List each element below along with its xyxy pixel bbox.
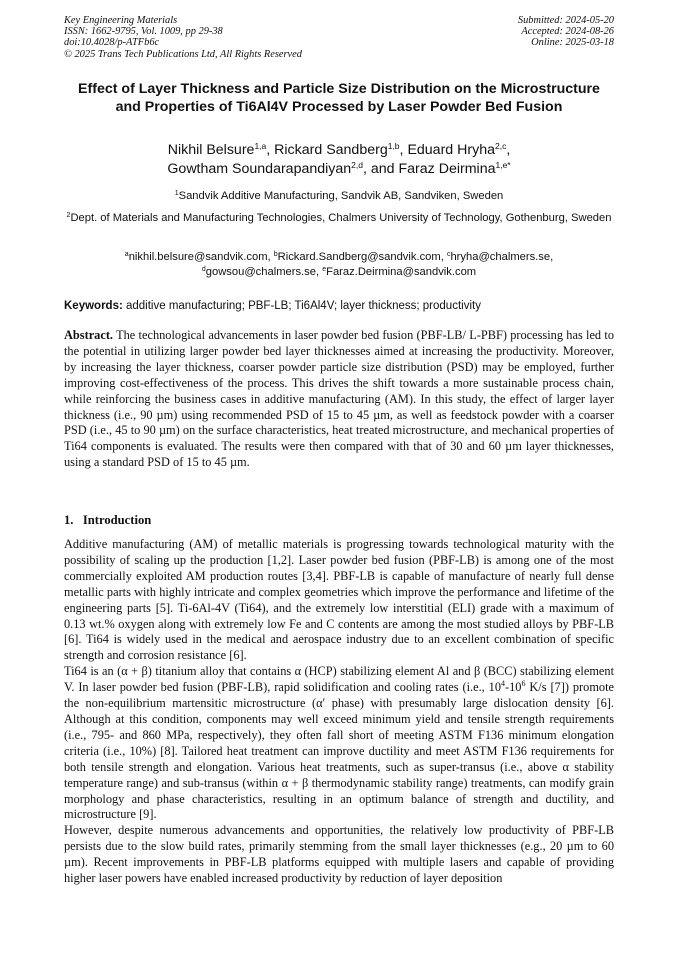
email-mark: a [124, 251, 129, 258]
affiliation-text: Dept. of Materials and Manufacturing Technologies, Chalmers University of Technology, Gothenburg, Sweden [70, 212, 612, 224]
author-name: Faraz Deirmina [398, 161, 496, 177]
copyright: © 2025 Trans Tech Publications Ltd, All Rights Reserved [64, 48, 302, 60]
email-mark: e [322, 265, 327, 273]
intro-paragraph-1: Additive manufacturing (AM) of metallic materials is progressing towards technological maturity with the possibility of scaling up the production [1,2]. Laser powder bed fusion (PBF-LB) is among one of the most commercially exploited AM production routes [3,4]. PBF-LB is capable of manufacture of nearly full dense metallic parts with highly intricate and complex geometries which improve the performance and lifetime of the engineering parts [5]. Ti-6Al-4V (Ti64), and the extremely low interstitial (ELI) grade with a maximum of 0.13 wt.% oxygen along with extremely low Fe and C contents are among the most studied alloys by PBF-LB [6]. Ti64 is widely used in the medical and aerospace industry due to an excellent combination of specific strength and corrosion resistance [6]. [64, 537, 614, 663]
section-title: Introduction [82, 513, 152, 527]
email-mark: d [201, 265, 206, 273]
author-separator: , [506, 142, 511, 158]
affiliation-number: 1 [174, 190, 179, 197]
email-link[interactable]: hryha@chalmers.se [450, 251, 551, 263]
intro-paragraph-3: However, despite numerous advancements and opportunities, the relatively low productivity of PBF-LB persists due to the slow build rates, primarily stemming from the small layer thicknesses (e.g., 20 µm to 60 µm). Recent improvements in PBF-LB platforms equipped with multiple lasers and capable of providing higher laser powers have enabled increased productivity by reduction of layer deposition [64, 823, 614, 886]
section-heading [64, 512, 151, 528]
email-separator: , [267, 251, 274, 263]
dates-info [518, 15, 614, 49]
email-link[interactable]: nikhil.belsure@sandvik.com [128, 251, 268, 263]
exponent: 6 [521, 679, 526, 689]
section-number: 1. [64, 513, 74, 527]
author-separator: , and [363, 161, 399, 177]
author-separator: , [266, 142, 275, 158]
keywords [64, 299, 614, 313]
author-affiliation-mark: 2,c [494, 141, 507, 151]
affiliation-number: 2 [66, 212, 71, 219]
introduction-body [64, 537, 614, 887]
email-separator: , [316, 265, 323, 278]
author-affiliation-mark: 1,a [254, 141, 267, 151]
issn-volume: ISSN: 1662-9795, Vol. 1009, pp 29-38 [64, 26, 223, 38]
email-mark: c [446, 251, 451, 258]
author-affiliation-mark: 1,b [387, 141, 400, 151]
doi[interactable]: doi:10.4028/p-ATFb6c [64, 37, 160, 49]
email-mark: b [273, 251, 278, 258]
paper-title: Effect of Layer Thickness and Particle Size Distribution on the Microstructure and Properties of Ti6Al4V Processed by Laser Powder Bed Fusion [78, 81, 600, 116]
author-name: Nikhil Belsure [167, 142, 255, 158]
abstract [64, 328, 614, 471]
email-link[interactable]: gowsou@chalmers.se [205, 265, 316, 278]
journal-info [64, 15, 302, 60]
author-list [64, 141, 614, 179]
online-date: Online: 2025-03-18 [531, 37, 614, 49]
affiliation-text: Sandvik Additive Manufacturing, Sandvik AB, Sandviken, Sweden [178, 190, 504, 202]
paragraph-text: -10 [505, 680, 522, 695]
email-list [64, 250, 614, 280]
author-name: Eduard Hryha [407, 142, 495, 158]
abstract-text: The technological advancements in laser powder bed fusion (PBF-LB/ L-PBF) processing has led to the potential in utilizing larger powder bed layer thicknesses aimed at increasing the productivity. Moreover, by increasing the layer thickness, coarser powder particle size distribution (PSD) may be employed, further improving cost-effectiveness of the process. This drives the shift towards a more sustainable process chain, while reinforcing the business cases in additive manufacturing (AM). In this study, the effect of larger layer thickness (i.e., 90 µm) using recommended PSD of 15 to 45 µm, as well as feedstock powder with a coarser PSD (i.e., 45 to 90 µm) on the surface characteristics, heat treated microstructure, and mechanical properties of Ti64 components is evaluated. The results were then compared with that of 30 and 60 µm layer thicknesses, using a standard PSD of 15 to 45 µm. [64, 328, 614, 470]
email-link[interactable]: Rickard.Sandberg@sandvik.com [277, 251, 441, 263]
author-affiliation-mark: 1,e* [495, 160, 511, 170]
affiliation-2 [64, 211, 614, 226]
submitted-date: Submitted: 2024-05-20 [517, 15, 614, 26]
abstract-label: Abstract. [64, 328, 114, 342]
email-separator: , [440, 251, 447, 263]
intro-paragraph-2 [64, 664, 614, 823]
keywords-text: additive manufacturing; PBF-LB; Ti6Al4V; layer thickness; productivity [122, 300, 481, 312]
author-name: Rickard Sandberg [274, 142, 388, 158]
journal-name: Key Engineering Materials [64, 15, 178, 26]
author-separator: , [399, 142, 408, 158]
email-link[interactable]: Faraz.Deirmina@sandvik.com [326, 265, 477, 278]
accepted-date: Accepted: 2024-08-26 [521, 26, 614, 38]
author-affiliation-mark: 2,d [351, 160, 363, 170]
exponent: 4 [501, 679, 505, 689]
author-name: Gowtham Soundarapandiyan [167, 161, 352, 177]
email-separator: , [550, 251, 554, 263]
paragraph-text: K/s [7]) promote the non-equilibrium martensitic microstructure (α′ phase) with presumably large dislocation density [6]. Although at this condition, components may well exceed minimum yield and tensile strength requirements (i.e., 795- and 860 MPa, respectively), they often fall short of meeting ASTM F136 minimum elongation criteria (i.e., 10%) [8]. Tailored heat treatment can improve ductility and meet ASTM F136 requirements for both tensile strength and elongation. Various heat treatments, such as super-transus (i.e., above α stability temperature range) and sub-transus (within α + β thermodynamic stability range) treatments, can modify grain morphology and phase characteristics, resulting in an optimum balance of strength and ductility, and microstructure [9]. [64, 680, 614, 822]
affiliation-1 [64, 189, 614, 204]
keywords-label: Keywords: [64, 300, 123, 312]
paragraph-text: Ti64 is an (α + β) titanium alloy that contains α (HCP) stabilizing element Al and β (BCC) stabilizing element V. In laser powder bed fusion (PBF-LB), rapid solidification and cooling rates (i.e., 10 [64, 664, 614, 695]
